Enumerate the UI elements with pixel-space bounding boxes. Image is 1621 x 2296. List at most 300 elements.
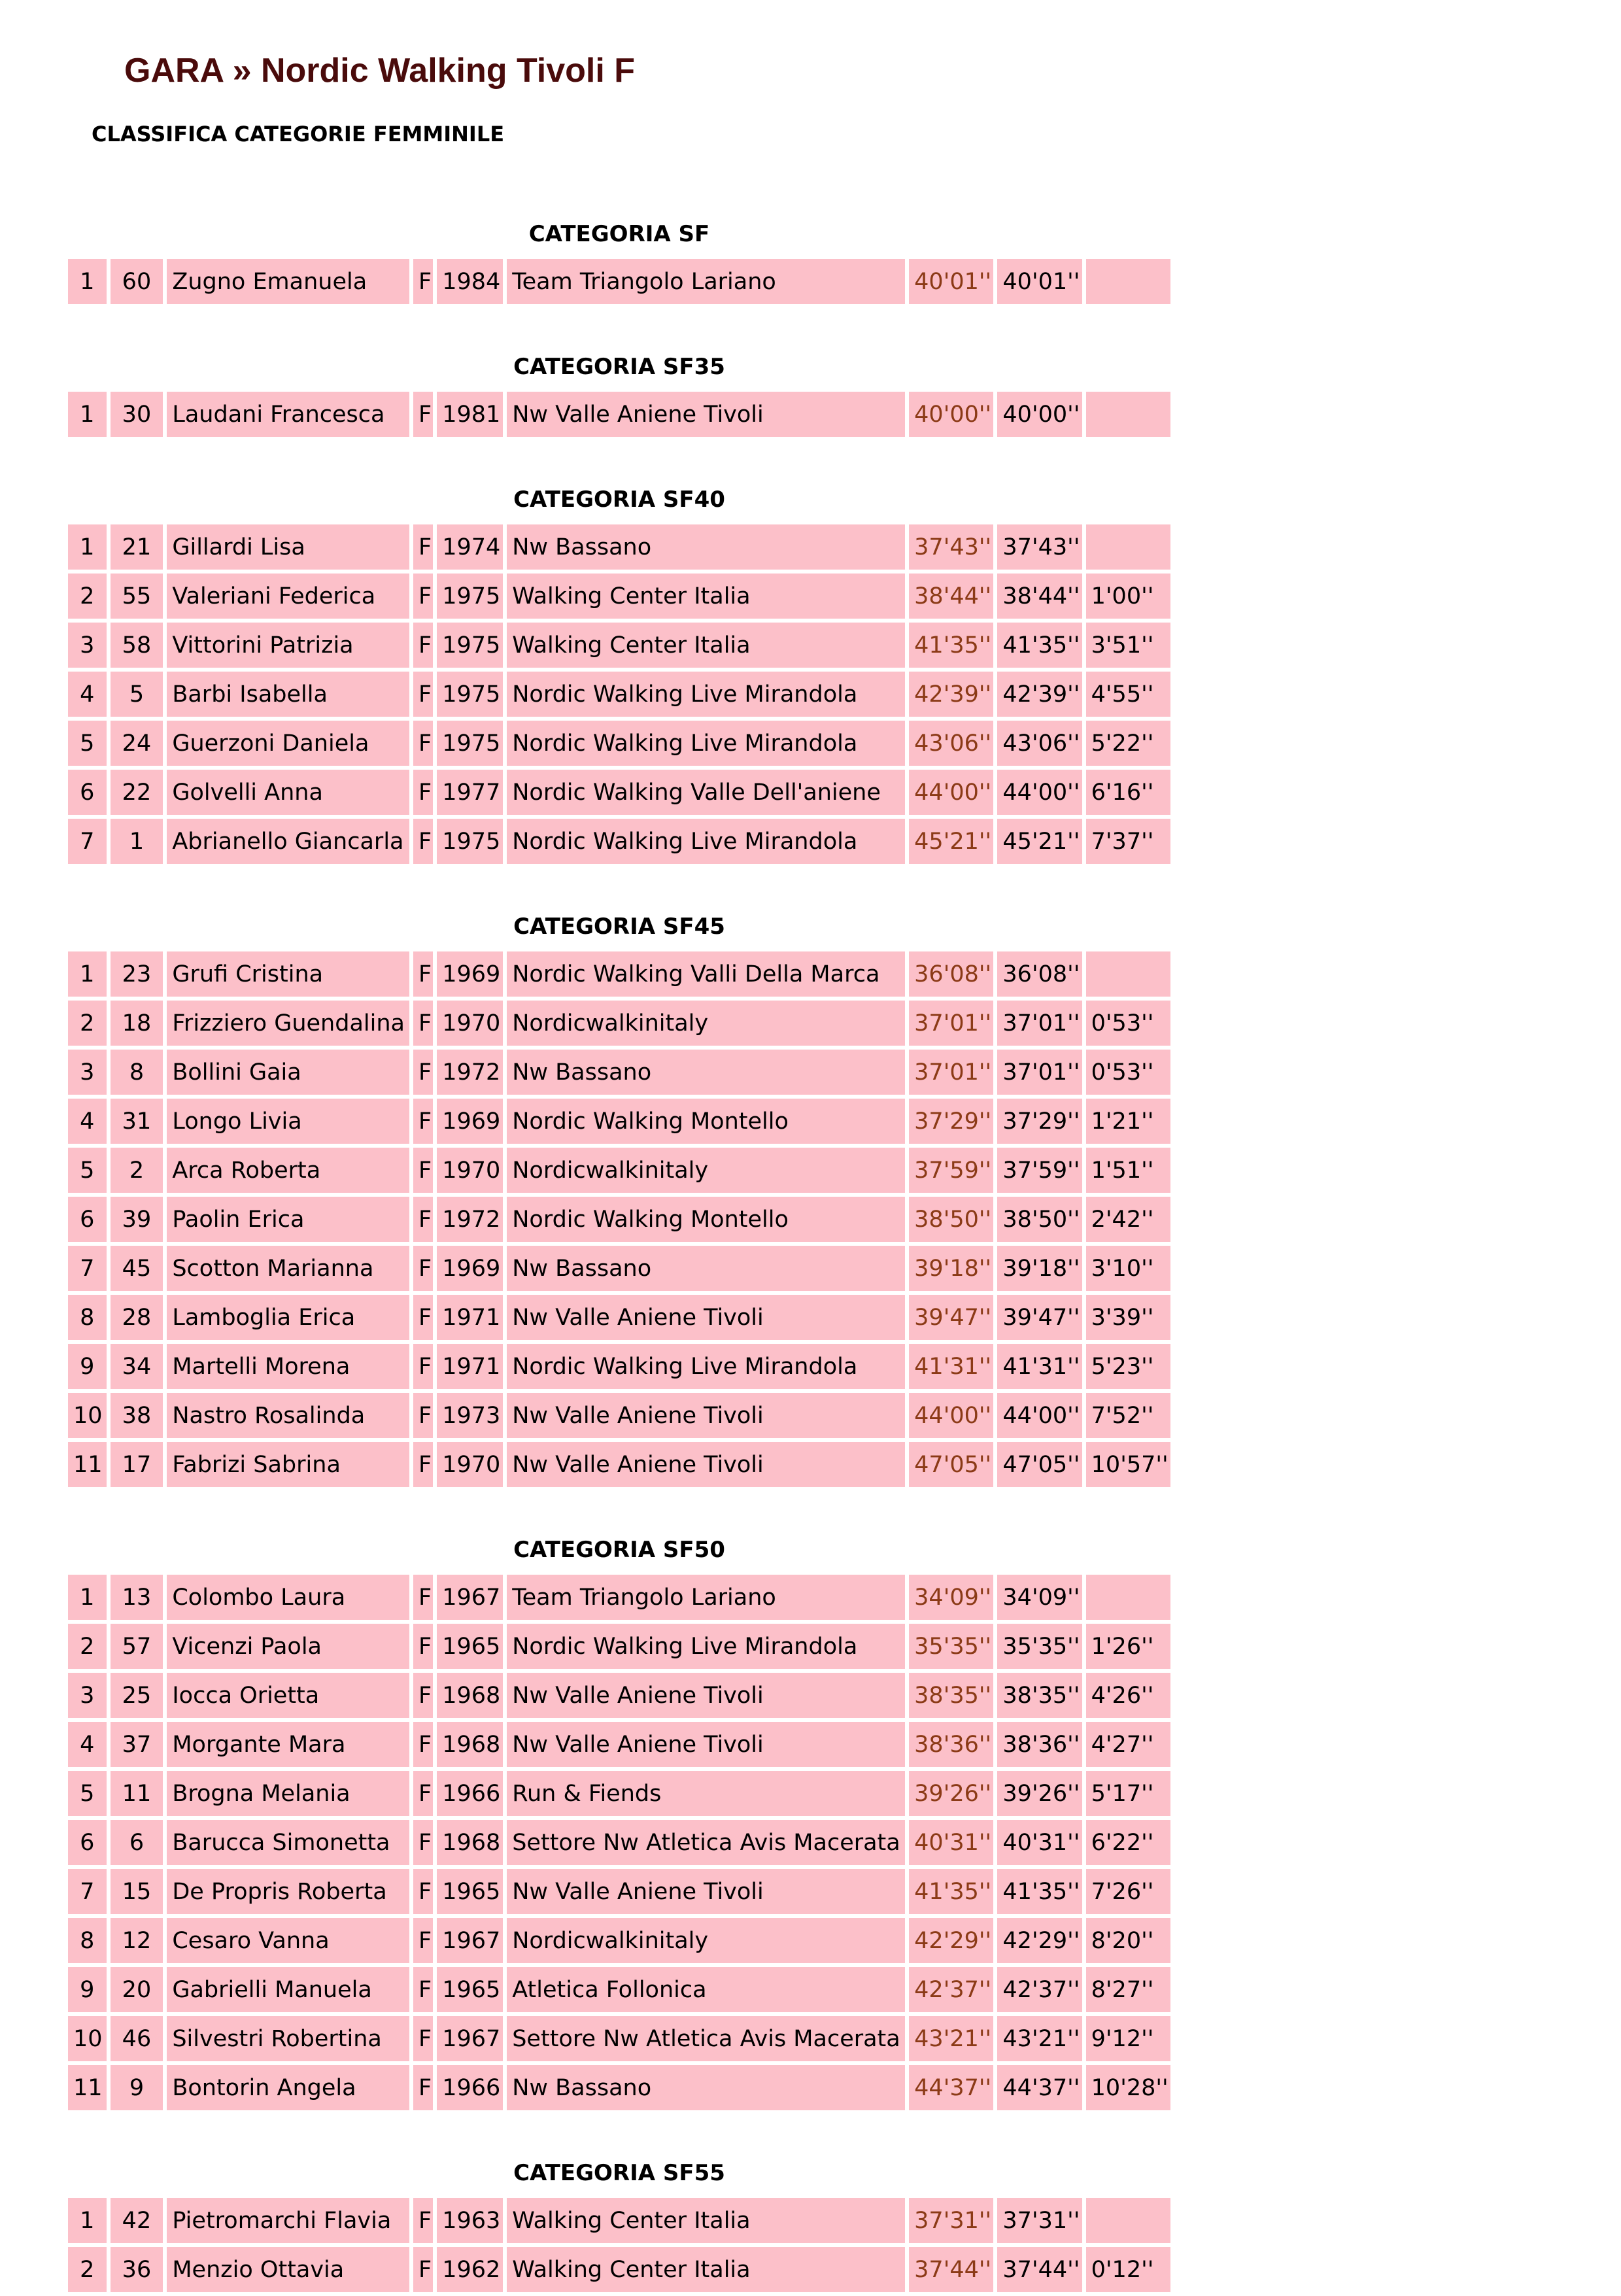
team-cell: Nw Valle Aniene Tivoli xyxy=(507,1673,905,1718)
bib-cell: 39 xyxy=(111,1197,163,1242)
real-time-cell: 41'35'' xyxy=(997,623,1082,668)
position-cell: 7 xyxy=(68,1869,107,1914)
time-cell: 47'05'' xyxy=(909,1442,993,1487)
position-cell: 5 xyxy=(68,1148,107,1193)
athlete-name-cell: Golvelli Anna xyxy=(167,770,409,815)
time-cell: 40'01'' xyxy=(909,259,993,304)
time-cell: 43'06'' xyxy=(909,721,993,766)
sex-cell: F xyxy=(413,1575,433,1620)
position-cell: 1 xyxy=(68,524,107,570)
sex-cell: F xyxy=(413,2065,433,2110)
category-results-table xyxy=(64,388,1174,441)
team-cell: Nordicwalkinitaly xyxy=(507,1918,905,1963)
real-time-cell: 42'39'' xyxy=(997,672,1082,717)
category-results-table xyxy=(64,521,1174,868)
birth-year-cell: 1963 xyxy=(437,2198,503,2243)
time-cell: 42'37'' xyxy=(909,1967,993,2012)
team-cell: Team Triangolo Lariano xyxy=(507,1575,905,1620)
bib-cell: 38 xyxy=(111,1393,163,1438)
category-title: CATEGORIA SF55 xyxy=(513,2160,725,2186)
athlete-name-cell: Iocca Orietta xyxy=(167,1673,409,1718)
sex-cell: F xyxy=(413,819,433,864)
position-cell: 1 xyxy=(68,259,107,304)
section-spacer xyxy=(68,1491,1170,1525)
athlete-name-cell: Guerzoni Daniela xyxy=(167,721,409,766)
birth-year-cell: 1968 xyxy=(437,1673,503,1718)
athlete-name-cell: Longo Livia xyxy=(167,1099,409,1144)
birth-year-cell: 1969 xyxy=(437,1099,503,1144)
sex-cell: F xyxy=(413,1673,433,1718)
bib-cell: 13 xyxy=(111,1575,163,1620)
position-cell: 11 xyxy=(68,1442,107,1487)
sex-cell: F xyxy=(413,1918,433,1963)
gap-cell: 0'12'' xyxy=(1086,2247,1170,2292)
sex-cell: F xyxy=(413,1442,433,1487)
sex-cell: F xyxy=(413,623,433,668)
birth-year-cell: 1965 xyxy=(437,1967,503,2012)
bib-cell: 31 xyxy=(111,1099,163,1144)
real-time-cell: 37'44'' xyxy=(997,2247,1082,2292)
sex-cell: F xyxy=(413,1050,433,1095)
bib-cell: 6 xyxy=(111,1820,163,1865)
sex-cell: F xyxy=(413,2247,433,2292)
sex-cell: F xyxy=(413,1624,433,1669)
table-row xyxy=(68,1148,1170,1193)
real-time-cell: 37'43'' xyxy=(997,524,1082,570)
athlete-name-cell: Arca Roberta xyxy=(167,1148,409,1193)
category-section xyxy=(68,475,1170,902)
team-cell: Nordic Walking Montello xyxy=(507,1197,905,1242)
athlete-name-cell: Colombo Laura xyxy=(167,1575,409,1620)
time-cell: 38'44'' xyxy=(909,574,993,619)
real-time-cell: 38'35'' xyxy=(997,1673,1082,1718)
birth-year-cell: 1968 xyxy=(437,1722,503,1767)
bib-cell: 2 xyxy=(111,1148,163,1193)
real-time-cell: 39'26'' xyxy=(997,1771,1082,1816)
bib-cell: 37 xyxy=(111,1722,163,1767)
real-time-cell: 39'18'' xyxy=(997,1246,1082,1291)
position-cell: 2 xyxy=(68,1624,107,1669)
gap-cell: 2'42'' xyxy=(1086,1197,1170,1242)
category-section xyxy=(68,1525,1170,2148)
sex-cell: F xyxy=(413,1869,433,1914)
birth-year-cell: 1966 xyxy=(437,2065,503,2110)
sex-cell: F xyxy=(413,1099,433,1144)
athlete-name-cell: Bontorin Angela xyxy=(167,2065,409,2110)
real-time-cell: 43'21'' xyxy=(997,2016,1082,2061)
category-section xyxy=(68,342,1170,475)
bib-cell: 36 xyxy=(111,2247,163,2292)
sex-cell: F xyxy=(413,1820,433,1865)
time-cell: 36'08'' xyxy=(909,951,993,997)
gap-cell xyxy=(1086,951,1170,997)
athlete-name-cell: Laudani Francesca xyxy=(167,392,409,437)
real-time-cell: 40'00'' xyxy=(997,392,1082,437)
section-spacer xyxy=(68,441,1170,475)
time-cell: 37'59'' xyxy=(909,1148,993,1193)
table-row xyxy=(68,392,1170,437)
time-cell: 37'01'' xyxy=(909,1050,993,1095)
table-row xyxy=(68,672,1170,717)
real-time-cell: 42'29'' xyxy=(997,1918,1082,1963)
table-row xyxy=(68,1099,1170,1144)
position-cell: 9 xyxy=(68,1344,107,1389)
athlete-name-cell: Morgante Mara xyxy=(167,1722,409,1767)
position-cell: 5 xyxy=(68,1771,107,1816)
category-title: CATEGORIA SF50 xyxy=(513,1537,725,1563)
table-row xyxy=(68,1344,1170,1389)
team-cell: Nordic Walking Valle Dell'aniene xyxy=(507,770,905,815)
gap-cell: 0'53'' xyxy=(1086,1001,1170,1046)
sex-cell: F xyxy=(413,1295,433,1340)
time-cell: 44'37'' xyxy=(909,2065,993,2110)
position-cell: 1 xyxy=(68,2198,107,2243)
bib-cell: 30 xyxy=(111,392,163,437)
position-cell: 4 xyxy=(68,1722,107,1767)
athlete-name-cell: Fabrizi Sabrina xyxy=(167,1442,409,1487)
gap-cell: 5'17'' xyxy=(1086,1771,1170,1816)
team-cell: Nordic Walking Valli Della Marca xyxy=(507,951,905,997)
bib-cell: 60 xyxy=(111,259,163,304)
position-cell: 11 xyxy=(68,2065,107,2110)
gap-cell: 9'12'' xyxy=(1086,2016,1170,2061)
sex-cell: F xyxy=(413,721,433,766)
position-cell: 3 xyxy=(68,623,107,668)
team-cell: Walking Center Italia xyxy=(507,2198,905,2243)
bib-cell: 24 xyxy=(111,721,163,766)
bib-cell: 12 xyxy=(111,1918,163,1963)
position-cell: 6 xyxy=(68,1197,107,1242)
team-cell: Nordicwalkinitaly xyxy=(507,1001,905,1046)
gap-cell: 0'53'' xyxy=(1086,1050,1170,1095)
table-row xyxy=(68,2198,1170,2243)
bib-cell: 20 xyxy=(111,1967,163,2012)
time-cell: 39'18'' xyxy=(909,1246,993,1291)
bib-cell: 22 xyxy=(111,770,163,815)
athlete-name-cell: Cesaro Vanna xyxy=(167,1918,409,1963)
time-cell: 39'47'' xyxy=(909,1295,993,1340)
position-cell: 4 xyxy=(68,1099,107,1144)
gap-cell: 6'16'' xyxy=(1086,770,1170,815)
bib-cell: 25 xyxy=(111,1673,163,1718)
birth-year-cell: 1970 xyxy=(437,1001,503,1046)
bib-cell: 8 xyxy=(111,1050,163,1095)
sex-cell: F xyxy=(413,1771,433,1816)
team-cell: Nordic Walking Live Mirandola xyxy=(507,672,905,717)
table-row xyxy=(68,1575,1170,1620)
athlete-name-cell: Nastro Rosalinda xyxy=(167,1393,409,1438)
real-time-cell: 37'31'' xyxy=(997,2198,1082,2243)
athlete-name-cell: Barucca Simonetta xyxy=(167,1820,409,1865)
gap-cell: 7'52'' xyxy=(1086,1393,1170,1438)
bib-cell: 46 xyxy=(111,2016,163,2061)
sex-cell: F xyxy=(413,392,433,437)
gap-cell: 8'20'' xyxy=(1086,1918,1170,1963)
team-cell: Nordic Walking Live Mirandola xyxy=(507,1344,905,1389)
sex-cell: F xyxy=(413,574,433,619)
sex-cell: F xyxy=(413,770,433,815)
athlete-name-cell: Grufi Cristina xyxy=(167,951,409,997)
table-row xyxy=(68,1673,1170,1718)
bib-cell: 42 xyxy=(111,2198,163,2243)
team-cell: Nw Valle Aniene Tivoli xyxy=(507,1722,905,1767)
page-subtitle: CLASSIFICA CATEGORIE FEMMINILE xyxy=(92,122,505,146)
bib-cell: 45 xyxy=(111,1246,163,1291)
team-cell: Nw Bassano xyxy=(507,1246,905,1291)
gap-cell: 3'51'' xyxy=(1086,623,1170,668)
birth-year-cell: 1977 xyxy=(437,770,503,815)
bib-cell: 57 xyxy=(111,1624,163,1669)
category-results-table xyxy=(64,948,1174,1491)
section-spacer xyxy=(68,2114,1170,2148)
birth-year-cell: 1970 xyxy=(437,1148,503,1193)
gap-cell xyxy=(1086,1575,1170,1620)
gap-cell xyxy=(1086,2198,1170,2243)
birth-year-cell: 1984 xyxy=(437,259,503,304)
table-row xyxy=(68,1820,1170,1865)
birth-year-cell: 1965 xyxy=(437,1869,503,1914)
real-time-cell: 35'35'' xyxy=(997,1624,1082,1669)
table-row xyxy=(68,1001,1170,1046)
birth-year-cell: 1971 xyxy=(437,1344,503,1389)
gap-cell: 7'26'' xyxy=(1086,1869,1170,1914)
position-cell: 7 xyxy=(68,1246,107,1291)
gap-cell xyxy=(1086,524,1170,570)
team-cell: Nordic Walking Montello xyxy=(507,1099,905,1144)
time-cell: 38'35'' xyxy=(909,1673,993,1718)
gap-cell: 1'00'' xyxy=(1086,574,1170,619)
team-cell: Nordic Walking Live Mirandola xyxy=(507,1624,905,1669)
real-time-cell: 40'31'' xyxy=(997,1820,1082,1865)
bib-cell: 21 xyxy=(111,524,163,570)
birth-year-cell: 1969 xyxy=(437,1246,503,1291)
time-cell: 37'31'' xyxy=(909,2198,993,2243)
table-row xyxy=(68,770,1170,815)
table-row xyxy=(68,1967,1170,2012)
athlete-name-cell: Gabrielli Manuela xyxy=(167,1967,409,2012)
time-cell: 43'21'' xyxy=(909,2016,993,2061)
bib-cell: 58 xyxy=(111,623,163,668)
gap-cell: 7'37'' xyxy=(1086,819,1170,864)
athlete-name-cell: Zugno Emanuela xyxy=(167,259,409,304)
birth-year-cell: 1975 xyxy=(437,623,503,668)
gap-cell: 10'57'' xyxy=(1086,1442,1170,1487)
birth-year-cell: 1975 xyxy=(437,574,503,619)
gap-cell: 1'26'' xyxy=(1086,1624,1170,1669)
bib-cell: 1 xyxy=(111,819,163,864)
gap-cell: 8'27'' xyxy=(1086,1967,1170,2012)
athlete-name-cell: Gillardi Lisa xyxy=(167,524,409,570)
position-cell: 5 xyxy=(68,721,107,766)
real-time-cell: 38'50'' xyxy=(997,1197,1082,1242)
birth-year-cell: 1975 xyxy=(437,721,503,766)
position-cell: 1 xyxy=(68,392,107,437)
position-cell: 7 xyxy=(68,819,107,864)
category-title: CATEGORIA SF45 xyxy=(513,914,725,940)
sex-cell: F xyxy=(413,1722,433,1767)
table-row xyxy=(68,524,1170,570)
position-cell: 3 xyxy=(68,1050,107,1095)
table-row xyxy=(68,721,1170,766)
team-cell: Walking Center Italia xyxy=(507,623,905,668)
athlete-name-cell: Valeriani Federica xyxy=(167,574,409,619)
team-cell: Nw Bassano xyxy=(507,524,905,570)
team-cell: Nordic Walking Live Mirandola xyxy=(507,819,905,864)
gap-cell xyxy=(1086,392,1170,437)
athlete-name-cell: Vicenzi Paola xyxy=(167,1624,409,1669)
category-section xyxy=(68,2148,1170,2296)
real-time-cell: 40'01'' xyxy=(997,259,1082,304)
gap-cell: 3'10'' xyxy=(1086,1246,1170,1291)
bib-cell: 17 xyxy=(111,1442,163,1487)
table-row xyxy=(68,623,1170,668)
time-cell: 41'31'' xyxy=(909,1344,993,1389)
position-cell: 10 xyxy=(68,2016,107,2061)
time-cell: 37'43'' xyxy=(909,524,993,570)
time-cell: 41'35'' xyxy=(909,1869,993,1914)
birth-year-cell: 1967 xyxy=(437,2016,503,2061)
athlete-name-cell: Menzio Ottavia xyxy=(167,2247,409,2292)
time-cell: 38'50'' xyxy=(909,1197,993,1242)
real-time-cell: 43'06'' xyxy=(997,721,1082,766)
gap-cell: 1'21'' xyxy=(1086,1099,1170,1144)
time-cell: 40'00'' xyxy=(909,392,993,437)
real-time-cell: 41'31'' xyxy=(997,1344,1082,1389)
gap-cell: 5'23'' xyxy=(1086,1344,1170,1389)
time-cell: 44'00'' xyxy=(909,1393,993,1438)
sex-cell: F xyxy=(413,1344,433,1389)
table-row xyxy=(68,1050,1170,1095)
position-cell: 10 xyxy=(68,1393,107,1438)
time-cell: 44'00'' xyxy=(909,770,993,815)
position-cell: 1 xyxy=(68,951,107,997)
birth-year-cell: 1968 xyxy=(437,1820,503,1865)
athlete-name-cell: Silvestri Robertina xyxy=(167,2016,409,2061)
team-cell: Nordicwalkinitaly xyxy=(507,1148,905,1193)
birth-year-cell: 1981 xyxy=(437,392,503,437)
athlete-name-cell: Frizziero Guendalina xyxy=(167,1001,409,1046)
athlete-name-cell: Bollini Gaia xyxy=(167,1050,409,1095)
bib-cell: 5 xyxy=(111,672,163,717)
table-row xyxy=(68,1624,1170,1669)
sex-cell: F xyxy=(413,1148,433,1193)
birth-year-cell: 1975 xyxy=(437,819,503,864)
birth-year-cell: 1965 xyxy=(437,1624,503,1669)
team-cell: Nordic Walking Live Mirandola xyxy=(507,721,905,766)
table-row xyxy=(68,1869,1170,1914)
bib-cell: 34 xyxy=(111,1344,163,1389)
real-time-cell: 45'21'' xyxy=(997,819,1082,864)
position-cell: 6 xyxy=(68,1820,107,1865)
birth-year-cell: 1972 xyxy=(437,1050,503,1095)
gap-cell: 10'28'' xyxy=(1086,2065,1170,2110)
gap-cell: 3'39'' xyxy=(1086,1295,1170,1340)
real-time-cell: 44'37'' xyxy=(997,2065,1082,2110)
team-cell: Settore Nw Atletica Avis Macerata xyxy=(507,1820,905,1865)
time-cell: 45'21'' xyxy=(909,819,993,864)
sex-cell: F xyxy=(413,2016,433,2061)
athlete-name-cell: De Propris Roberta xyxy=(167,1869,409,1914)
position-cell: 9 xyxy=(68,1967,107,2012)
page-title: GARA » Nordic Walking Tivoli F xyxy=(124,52,636,90)
bib-cell: 23 xyxy=(111,951,163,997)
real-time-cell: 44'00'' xyxy=(997,1393,1082,1438)
sex-cell: F xyxy=(413,1001,433,1046)
bib-cell: 55 xyxy=(111,574,163,619)
time-cell: 42'39'' xyxy=(909,672,993,717)
team-cell: Walking Center Italia xyxy=(507,574,905,619)
real-time-cell: 34'09'' xyxy=(997,1575,1082,1620)
real-time-cell: 44'00'' xyxy=(997,770,1082,815)
sex-cell: F xyxy=(413,1967,433,2012)
real-time-cell: 36'08'' xyxy=(997,951,1082,997)
birth-year-cell: 1967 xyxy=(437,1575,503,1620)
sex-cell: F xyxy=(413,672,433,717)
time-cell: 41'35'' xyxy=(909,623,993,668)
table-row xyxy=(68,1442,1170,1487)
category-title: CATEGORIA SF40 xyxy=(513,487,725,513)
team-cell: Nw Valle Aniene Tivoli xyxy=(507,1442,905,1487)
table-row xyxy=(68,2065,1170,2110)
time-cell: 37'01'' xyxy=(909,1001,993,1046)
real-time-cell: 41'35'' xyxy=(997,1869,1082,1914)
position-cell: 1 xyxy=(68,1575,107,1620)
birth-year-cell: 1974 xyxy=(437,524,503,570)
team-cell: Atletica Follonica xyxy=(507,1967,905,2012)
sex-cell: F xyxy=(413,2198,433,2243)
team-cell: Walking Center Italia xyxy=(507,2247,905,2292)
table-row xyxy=(68,1295,1170,1340)
table-row xyxy=(68,2016,1170,2061)
category-results-table xyxy=(64,2194,1174,2296)
time-cell: 34'09'' xyxy=(909,1575,993,1620)
real-time-cell: 42'37'' xyxy=(997,1967,1082,2012)
team-cell: Nw Valle Aniene Tivoli xyxy=(507,1295,905,1340)
bib-cell: 9 xyxy=(111,2065,163,2110)
gap-cell: 4'55'' xyxy=(1086,672,1170,717)
sex-cell: F xyxy=(413,951,433,997)
athlete-name-cell: Vittorini Patrizia xyxy=(167,623,409,668)
athlete-name-cell: Pietromarchi Flavia xyxy=(167,2198,409,2243)
team-cell: Run & Fiends xyxy=(507,1771,905,1816)
table-row xyxy=(68,1197,1170,1242)
real-time-cell: 47'05'' xyxy=(997,1442,1082,1487)
gap-cell: 6'22'' xyxy=(1086,1820,1170,1865)
position-cell: 2 xyxy=(68,2247,107,2292)
birth-year-cell: 1975 xyxy=(437,672,503,717)
sex-cell: F xyxy=(413,1246,433,1291)
position-cell: 3 xyxy=(68,1673,107,1718)
sex-cell: F xyxy=(413,1197,433,1242)
category-results-table xyxy=(64,1571,1174,2114)
athlete-name-cell: Barbi Isabella xyxy=(167,672,409,717)
gap-cell: 4'26'' xyxy=(1086,1673,1170,1718)
bib-cell: 28 xyxy=(111,1295,163,1340)
time-cell: 38'36'' xyxy=(909,1722,993,1767)
real-time-cell: 38'44'' xyxy=(997,574,1082,619)
birth-year-cell: 1966 xyxy=(437,1771,503,1816)
gap-cell: 1'51'' xyxy=(1086,1148,1170,1193)
position-cell: 2 xyxy=(68,574,107,619)
time-cell: 37'29'' xyxy=(909,1099,993,1144)
position-cell: 4 xyxy=(68,672,107,717)
category-title: CATEGORIA SF xyxy=(528,221,710,247)
table-row xyxy=(68,1393,1170,1438)
team-cell: Nw Valle Aniene Tivoli xyxy=(507,1869,905,1914)
team-cell: Nw Valle Aniene Tivoli xyxy=(507,392,905,437)
athlete-name-cell: Lamboglia Erica xyxy=(167,1295,409,1340)
birth-year-cell: 1972 xyxy=(437,1197,503,1242)
